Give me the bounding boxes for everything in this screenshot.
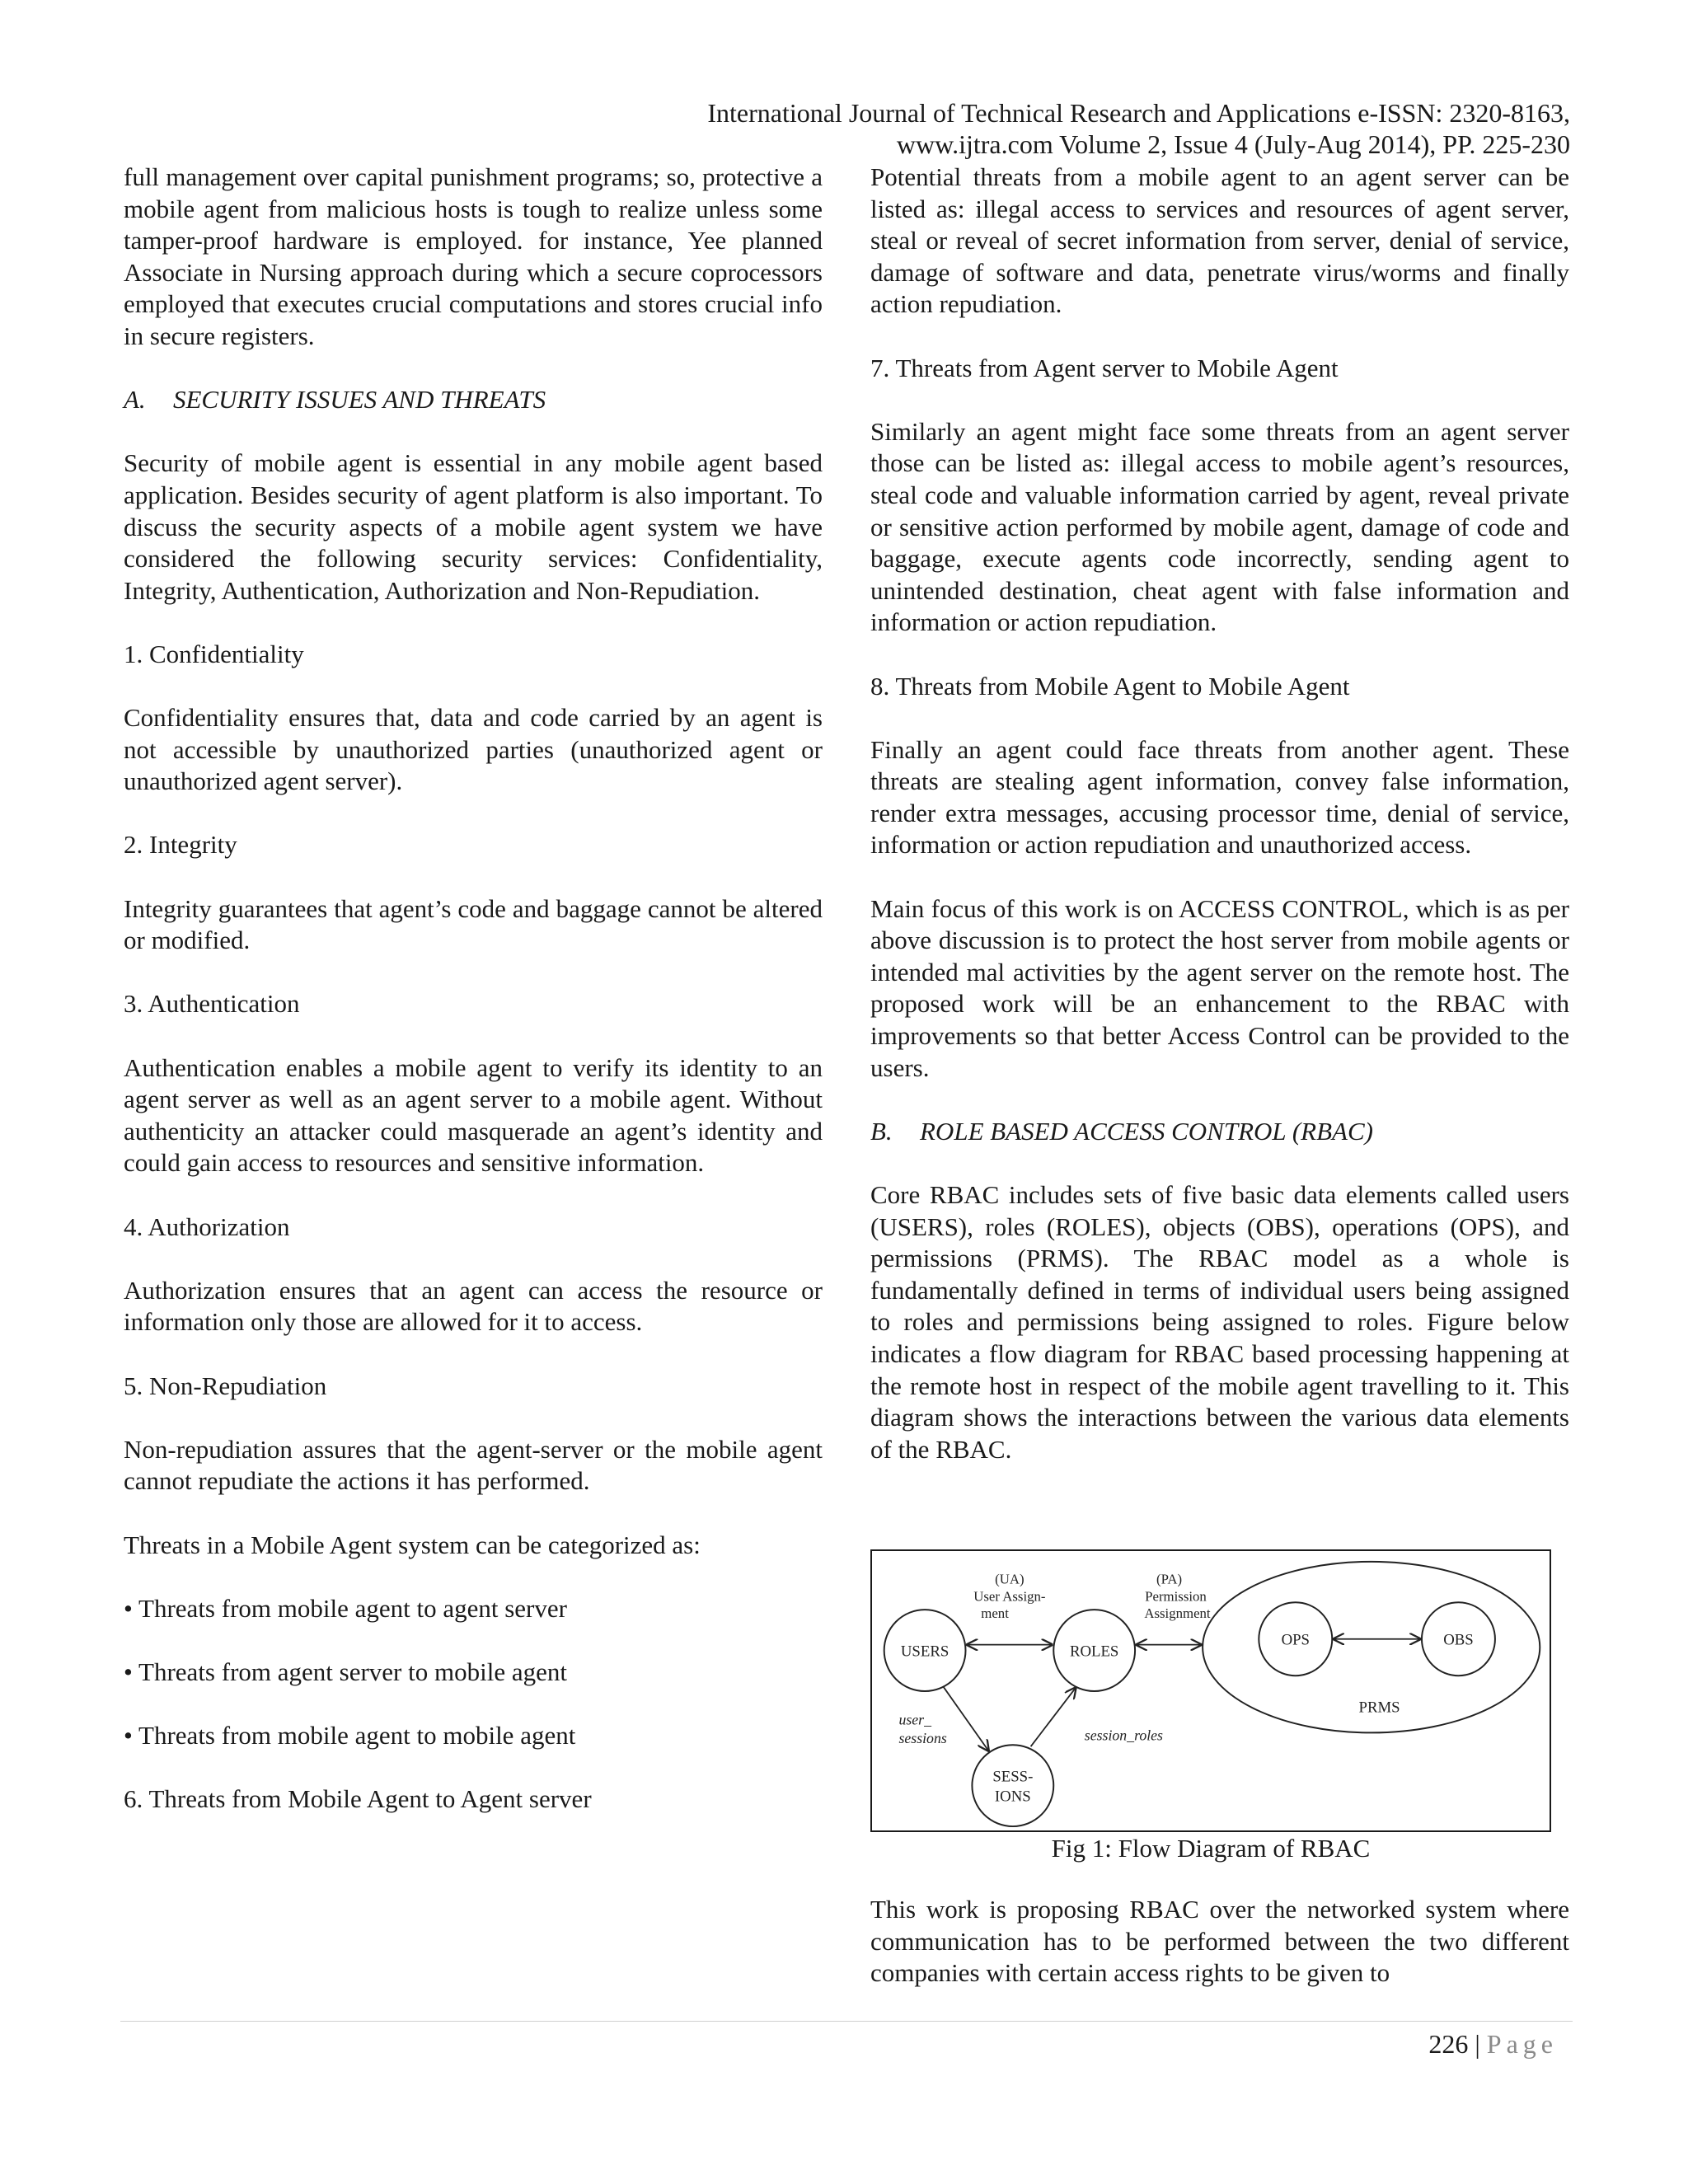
journal-header-line2: www.ijtra.com Volume 2, Issue 4 (July-Aug 2014), PP. 225-230 xyxy=(896,129,1570,159)
sessions-label-line1: SESS- xyxy=(992,1768,1034,1786)
bullet-threat-agent-to-agent: • Threats from mobile agent to mobile agent xyxy=(124,1721,576,1750)
paragraph-non-repudiation: Non-repudiation assures that the agent-server or the mobile agent cannot repudiate the actions it has performed. xyxy=(124,1434,823,1496)
ua-line1: User Assign- xyxy=(973,1588,1046,1605)
paragraph-authentication: Authentication enables a mobile agent to verify its identity to an agent server as well as an agent server to a mobile agent. Without authenticity an attacker could masquerade an agent’s identity and could gain access to resources and sensitive information. xyxy=(124,1052,823,1178)
heading-threats-7: 7. Threats from Agent server to Mobile Agent xyxy=(870,353,1339,382)
ops-label: OPS xyxy=(1281,1631,1311,1649)
heading-authentication: 3. Authentication xyxy=(124,989,300,1019)
heading-threats-6: 6. Threats from Mobile Agent to Agent server xyxy=(124,1784,592,1814)
paragraph-integrity: Integrity guarantees that agent’s code and baggage cannot be altered or modified. xyxy=(124,893,823,955)
roles-label: ROLES xyxy=(1069,1643,1119,1661)
pa-line1: Permission xyxy=(1145,1588,1207,1605)
paragraph-main-focus: Main focus of this work is on ACCESS CONTROL, which is as per above discussion is to protect the host server from mobile agents or intended mal activities by the agent server on the remote host. The proposed work will be an enhancement to the RBAC with improvements so that better Access Control can be provided to the users. xyxy=(870,893,1569,1082)
bullet-threat-agent-to-server: • Threats from mobile agent to agent server xyxy=(124,1593,567,1623)
paragraph-security: Security of mobile agent is essential in any mobile agent based application. Besides security of agent platform is also important. To discuss the security aspects of a mobile agent system we have considered the following security services: Confidentiality, Integrity, Authentication, Authorization and Non-Repudiation. xyxy=(124,448,823,605)
arrow-sessions-roles xyxy=(1031,1688,1076,1746)
paragraph-confidentiality: Confidentiality ensures that, data and code carried by an agent is not accessible by unauthorized parties (unauthorized agent or unauthorized agent server). xyxy=(124,703,823,796)
arrow-users-sessions xyxy=(944,1687,988,1750)
heading-integrity: 2. Integrity xyxy=(124,830,237,860)
section-b-number: B. xyxy=(870,1116,893,1146)
page-footer xyxy=(1319,2027,1558,2060)
bullet-threat-server-to-agent: • Threats from agent server to mobile agent xyxy=(124,1657,567,1686)
paragraph-potential-threats: Potential threats from a mobile agent to an agent server can be listed as: illegal access to services and resources of agent server, steal or reveal of secret information from server, denial of service, damage of software and data, penetrate virus/worms and finally action repudiation. xyxy=(870,162,1569,319)
session-roles-label: session_roles xyxy=(1084,1727,1163,1744)
right-column xyxy=(870,162,1569,1497)
heading-confidentiality: 1. Confidentiality xyxy=(124,639,304,668)
paragraph-intro: full management over capital punishment programs; so, protective a mobile agent from malicious hosts is tough to realize unless some tamper-proof hardware is employed. for instance, Yee planned Associate in Nursing approach during which a secure coprocessors employed that executes crucial computations and stores crucial info in secure registers. xyxy=(124,162,823,350)
page-separator: | xyxy=(1475,2029,1480,2059)
section-a-number: A. xyxy=(124,385,146,415)
page-number: 226 xyxy=(1428,2029,1469,2059)
obs-label: OBS xyxy=(1443,1631,1474,1649)
user-sessions-line1: user_ xyxy=(898,1711,931,1728)
section-a-heading xyxy=(124,384,823,416)
sessions-label-line2: IONS xyxy=(994,1788,1031,1806)
heading-threats-8: 8. Threats from Mobile Agent to Mobile Agent xyxy=(870,671,1350,701)
page-word: Page xyxy=(1486,2029,1558,2059)
footer-divider xyxy=(120,2021,1573,2022)
paragraph-threats-7: Similarly an agent might face some threats from an agent server those can be listed as: illegal access to mobile agent’s resources, steal code and valuable information carried by agent, reveal private or sensitive action performed by mobile agent, damage of code and baggage, execute agents code incorrectly, sending agent to unintended destination, cheat agent with false information and information or action repudiation. xyxy=(870,416,1569,637)
paragraph-core-rbac: Core RBAC includes sets of five basic data elements called users (USERS), roles (ROLES), objects (OBS), operations (OPS), and permissions (PRMS). The RBAC model as a whole is fundamentally defined in terms of individual users being assigned to roles and permissions being assigned to roles. Figure below indicates a flow diagram for RBAC based processing happening at the remote host in respect of the mobile agent travelling to it. This diagram shows the interactions between the various data elements of the RBAC. xyxy=(870,1180,1569,1464)
rbac-flow-diagram xyxy=(870,1549,1551,1832)
section-a-title: SECURITY ISSUES AND THREATS xyxy=(173,385,546,415)
paragraph-threats-intro: Threats in a Mobile Agent system can be categorized as: xyxy=(124,1530,701,1559)
section-b-title: ROLE BASED ACCESS CONTROL (RBAC) xyxy=(920,1116,1373,1146)
heading-non-repudiation: 5. Non-Repudiation xyxy=(124,1371,327,1400)
users-label: USERS xyxy=(900,1643,950,1661)
journal-header-line1: International Journal of Technical Research and Applications e-ISSN: 2320-8163, xyxy=(707,98,1570,128)
paragraph-authorization: Authorization ensures that an agent can access the resource or information only those are allowed for it to access. xyxy=(124,1275,823,1337)
pa-line2: Assignment xyxy=(1144,1605,1211,1622)
prms-label: PRMS xyxy=(1358,1699,1400,1717)
pa-abbr: (PA) xyxy=(1156,1571,1183,1587)
left-column xyxy=(124,162,823,1847)
figure-caption: Fig 1: Flow Diagram of RBAC xyxy=(1051,1834,1371,1863)
heading-authorization: 4. Authorization xyxy=(124,1212,290,1241)
ua-line2: ment xyxy=(981,1605,1009,1622)
section-b-heading xyxy=(870,1116,1569,1148)
journal-header xyxy=(643,97,1570,160)
user-sessions-line2: sessions xyxy=(898,1730,947,1747)
rbac-diagram-svg xyxy=(872,1551,1550,1830)
paragraph-threats-8: Finally an agent could face threats from another agent. These threats are stealing agent information, convey false information, render extra messages, accusing processor time, denial of service, information or action repudiation and unauthorized access. xyxy=(870,734,1569,860)
paragraph-after-figure: This work is proposing RBAC over the networked system where communication has to be performed between the two different companies with certain access rights to be given to xyxy=(870,1895,1569,1988)
ua-abbr: (UA) xyxy=(995,1571,1025,1587)
